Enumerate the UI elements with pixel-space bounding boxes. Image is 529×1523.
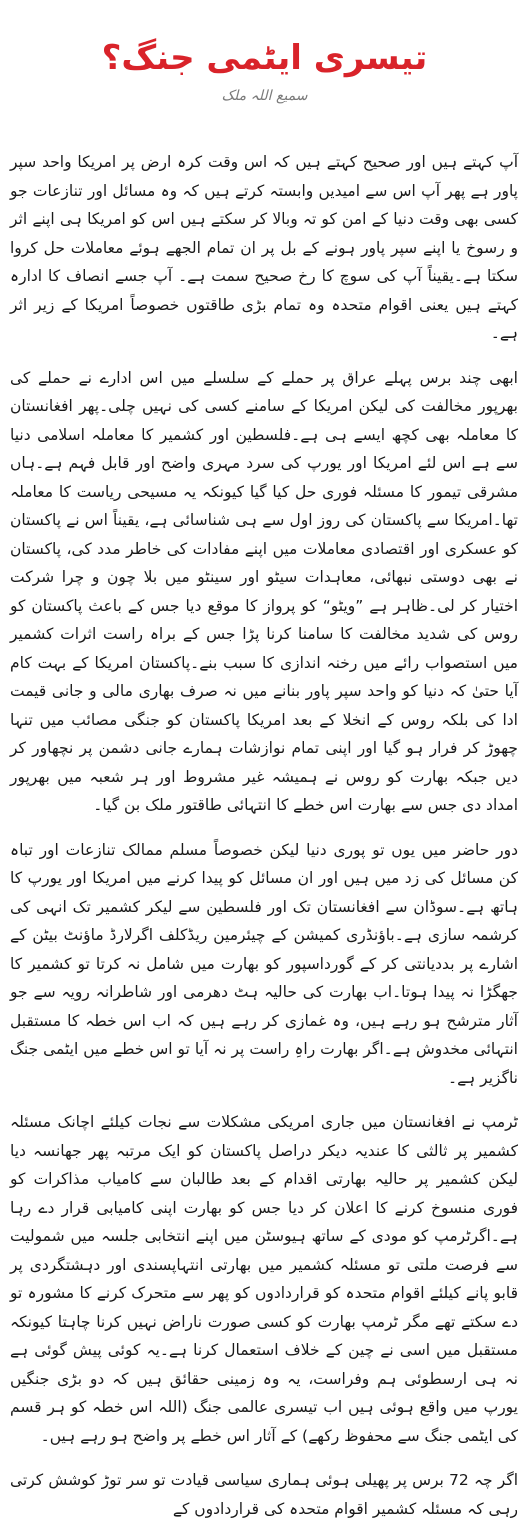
article-paragraph: اگر چہ 72 برس پر پھیلی ہوئی ہماری سیاسی قیادت تو سر توڑ کوشش کرتی رہی کہ مسئلہ کشمیر اقوام متحدہ کی قراردادوں کے [10, 1471, 519, 1518]
article-body [10, 148, 519, 1518]
article-paragraph: دور حاضر میں یوں تو پوری دنیا لیکن خصوصاً مسلم ممالک تنازعات اور تباہ کن مسائل کی زد میں ہیں اور ان مسائل کو پیدا کرنے میں امریکا اور یورپ کا ہاتھ ہے۔سوڈان سے افغانستان تک اور فلسطین سے لیکر کشمیر تک انہی کی کرشمہ سازی ہے۔باؤنڈری کمیشن کے چیئرمین ریڈکلف اگرلارڈ ماؤنٹ بیٹن کے اشارے پر بددیانتی کر کے گورداسپور کو بھارت میں شامل نہ کرتا تو کشمیر کا جھگڑا نہ پیدا ہوتا۔اب بھارت کی حالیہ ہٹ دھرمی اور شاطرانہ رویہ سے جو آثار مترشح ہو رہے ہیں، وہ غمازی کر رہے ہیں کہ اب اس خطہ کا مستقبل انتہائی مخدوش ہے۔اگر بھارت راہِ راست پر نہ آیا تو اس خطے میں ایٹمی جنگ ناگزیر ہے۔ [10, 840, 518, 1087]
article-paragraph: ٹرمپ نے افغانستان میں جاری امریکی مشکلات سے نجات کیلئے اچانک مسئلہ کشمیر پر ثالثی کا عندیہ دیکر دراصل پاکستان کو ایک مرتبہ پھر جھانسہ دیا لیکن کشمیر پر حالیہ بھارتی اقدام کے بعد طالبان سے کامیاب مذاکرات کو فوری منسوخ کرنے کا اعلان کر دیا جس کو بھارت اپنی کامیابی قرار دے رہا ہے۔اگرٹرمپ کو مودی کے ساتھ ہیوسٹن میں اپنے انتخابی جلسہ میں شمولیت سے فرصت ملتی تو مسئلہ کشمیر میں بھارتی انتہاپسندی اور دہشتگردی پر قابو پانے کیلئے اقوام متحدہ کو قراردادوں کو پھر سے متحرک کرنے کا مشورہ تو دے سکتے تھے مگر ٹرمپ بھارت کو کسی صورت ناراض نہیں کرنا چاہتا کیونکہ مستقبل میں اسی نے چین کے خلاف استعمال کرنا ہے۔یہ کوئی پیش گوئی ہے نہ ہی ارسطوئی ہم وفراست، یہ وہ زمینی حقائق ہیں کہ دو بڑی جنگیں یورپ میں واقع ہوئی ہیں اب تیسری عالمی جنگ (اللہ اس خطہ کو ہر قسم کی ایٹمی جنگ سے محفوظ رکھے) کے آثار اس خطے پر واضح ہو رہے ہیں۔ [10, 1113, 518, 1445]
author-byline: سمیع اللہ ملک [221, 88, 308, 104]
article-paragraph: ابھی چند برس پہلے عراق پر حملے کے سلسلے میں اس ادارے نے حملے کی بھرپور مخالفت کی لیکن امریکا کے سامنے کسی کی نہیں چلی۔پھر افغانستان کا معاملہ بھی کچھ ایسے ہی ہے۔فلسطین اور کشمیر کا معاملہ اسلامی دنیا سے ہے اس لئے امریکا اور یورپ کی سرد مہری واضح اور قابل فہم ہے۔ہاں مشرقی تیمور کا مسئلہ فوری حل کیا گیا کیونکہ یہ مسیحی ریاست کا معاملہ تھا۔امریکا سے پاکستان کی روز اول سے ہی شناسائی ہے، یقیناً اس نے پاکستان کو عسکری اور اقتصادی معاملات میں اپنے مفادات کی خاطر مدد کی، پاکستان نے بھی دوستی نبھائی، معاہدات سیٹو اور سینٹو میں بلا چون و چرا شرکت اختیار کر لی۔ظاہر ہے ”ویٹو“ کو پرواز کا موقع دیا جس کے باعث پاکستان کو روس کی شدید مخالفت کا سامنا کرنا پڑا جس کے براہ راست اثرات کشمیر میں استصواب رائے میں رخنہ اندازی کا سبب بنے۔پاکستان امریکا کے بہت کام آیا حتیٰ کہ دنیا کو واحد سپر پاور بنانے میں نہ صرف بھاری مالی و جانی قیمت ادا کی بلکہ روس کے انخلا کے بعد امریکا پاکستان کو جنگی مصائب میں تنہا چھوڑ کر فرار ہو گیا اور اپنی تمام نوازشات ہمارے جانی دشمن پر نچھاور کر دیں جبکہ بھارت کو روس نے ہمیشہ غیر مشروط اور ہر شعبہ میں بھرپور امداد دی جس سے بھارت اس خطے کا انتہائی طاقتور ملک بن گیا۔ [10, 368, 518, 814]
article-paragraph: آپ کہتے ہیں اور صحیح کہتے ہیں کہ اس وقت کرہ ارض پر امریکا واحد سپر پاور ہے پھر آپ اس سے امیدیں وابستہ کرتے ہیں کہ وہ مسائل اور تنازعات جو کسی بھی وقت دنیا کے امن کو تہ وبالا کر سکتے ہیں اس کو امریکا ہی اپنے اثر و رسوخ یا اپنے سپر پاور ہونے کے بل پر ان تمام الجھے ہوئے معاملات حل کروا سکتا ہے۔یقیناً آپ کی سوچ کا رخ صحیح سمت ہے۔ آپ جسے انصاف کا ادارہ کہتے ہیں یعنی اقوام متحدہ وہ تمام بڑی طاقتوں خصوصاً امریکا کے زیر اثر ہے۔ [10, 153, 518, 342]
article-title: تیسری ایٹمی جنگ؟ [101, 38, 428, 78]
